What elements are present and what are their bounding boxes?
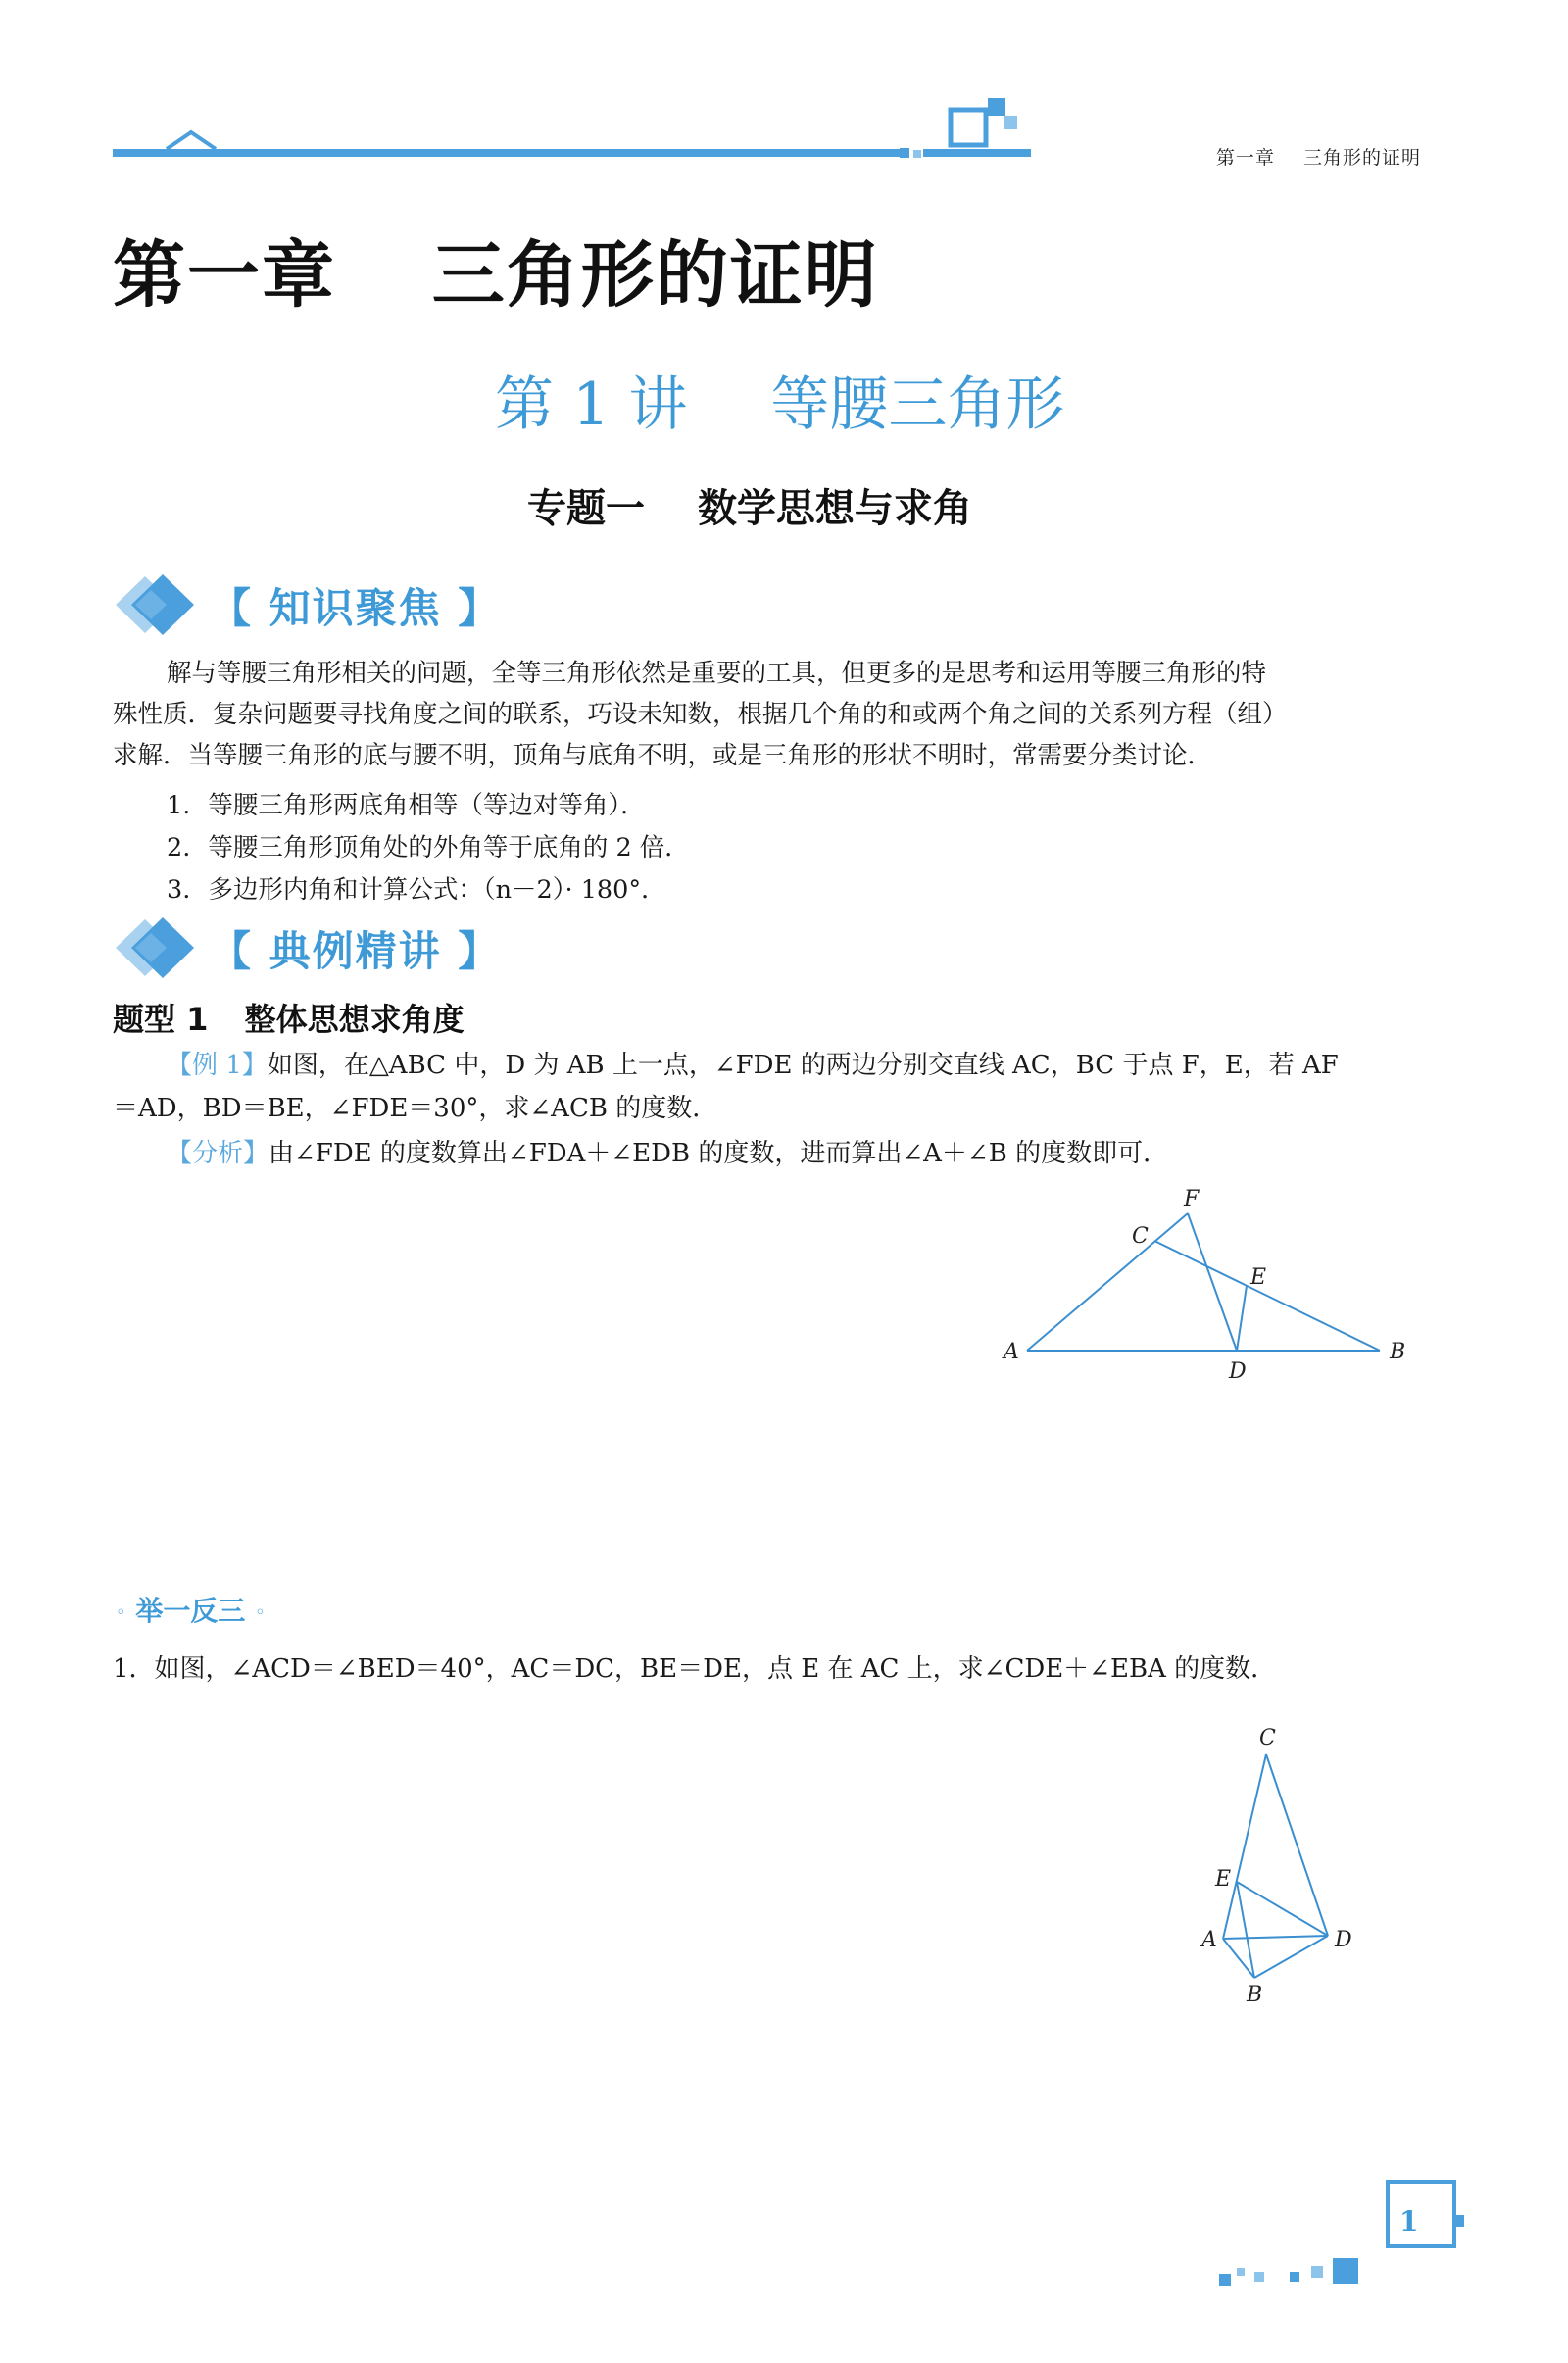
- topic-title: [527, 477, 972, 533]
- example1-analysis: [167, 1133, 1168, 1169]
- page-number: 1: [1399, 2205, 1419, 2238]
- lecture-number: 第 1 讲: [495, 370, 688, 439]
- segment-ED: [1237, 1882, 1328, 1936]
- lecture-name: 等腰三角形: [770, 370, 1065, 439]
- segment-AF: [1027, 1213, 1188, 1351]
- segment-AB: [1223, 1939, 1254, 1978]
- segment-EB: [1237, 1882, 1254, 1978]
- running-head-chapter: 第一章: [1215, 147, 1275, 169]
- point-label-F: F: [1184, 1187, 1200, 1211]
- point-label-B: B: [1247, 1983, 1263, 2007]
- point-number: 2.: [167, 833, 191, 862]
- practice-question-1: 1．如图，∠ACD＝∠BED＝40°，AC＝DC，BE＝DE，点 E 在 AC 上，求∠CDE＋∠EBA 的度数．: [113, 1654, 1277, 1684]
- knowledge-point: [167, 870, 666, 906]
- running-head-title: 三角形的证明: [1302, 147, 1421, 169]
- segment-CD: [1266, 1754, 1328, 1936]
- example1-statement: [167, 1045, 1339, 1081]
- analysis-text: 由∠FDE 的度数算出∠FDA＋∠EDB 的度数，进而算出∠A＋∠B 的度数即可．: [269, 1139, 1169, 1168]
- point-label-C: C: [1259, 1726, 1276, 1750]
- point-label-A: A: [1004, 1340, 1019, 1364]
- knowledge-heading-label: 【 知识聚焦 】: [210, 584, 502, 632]
- chapter-name: 三角形的证明: [431, 233, 879, 318]
- example-tag: 【例 1】: [167, 1051, 268, 1080]
- knowledge-point: [167, 828, 690, 863]
- practice-heading: [116, 1590, 266, 1629]
- paragraph-line: 求解．当等腰三角形的底与腰不明，顶角与底角不明，或是三角形的形状不明时，常需要分类讨论．: [113, 741, 1213, 770]
- segment-CA: [1223, 1754, 1266, 1939]
- knowledge-point: [167, 786, 646, 821]
- examples-heading-label: 【 典例精讲 】: [210, 927, 502, 975]
- example1-figure: [990, 1176, 1421, 1392]
- chapter-title: [113, 218, 879, 321]
- point-label-D: D: [1335, 1928, 1352, 1952]
- knowledge-paragraph: [113, 653, 1426, 776]
- example1-line1: 如图，在△ABC 中，D 为 AB 上一点，∠FDE 的两边分别交直线 AC，BC 于点 F，E，若 AF: [267, 1051, 1339, 1080]
- dot-icon: ◦: [255, 1602, 266, 1623]
- segment-FD: [1188, 1213, 1237, 1351]
- practice-figure: [1166, 1725, 1382, 2009]
- point-number: 3.: [167, 875, 191, 905]
- footer-decoration: [1196, 2166, 1490, 2313]
- lecture-title: [495, 358, 1064, 442]
- paragraph-line: 解与等腰三角形相关的问题，全等三角形依然是重要的工具，但更多的是思考和运用等腰三角形的特: [167, 659, 1267, 688]
- segment-AD: [1223, 1936, 1328, 1939]
- point-text: 等腰三角形两底角相等（等边对等角）．: [208, 791, 646, 820]
- diamond-icon: [116, 570, 210, 639]
- topic-name: 数学思想与求角: [697, 486, 972, 531]
- point-label-B: B: [1390, 1340, 1406, 1364]
- point-label-A: A: [1201, 1928, 1217, 1952]
- point-label-C: C: [1132, 1224, 1149, 1249]
- segment-DE: [1237, 1286, 1247, 1351]
- segment-CB: [1154, 1241, 1380, 1351]
- topic-number: 专题一: [527, 486, 645, 531]
- point-number: 1.: [167, 791, 191, 820]
- practice-heading-label: 举一反三: [135, 1595, 246, 1627]
- segment-BD: [1254, 1936, 1328, 1978]
- chapter-number: 第一章: [113, 233, 336, 318]
- dot-icon: ◦: [116, 1602, 126, 1623]
- type-number: 题型 1: [113, 1001, 209, 1038]
- point-text: 等腰三角形顶角处的外角等于底角的 2 倍．: [208, 833, 690, 862]
- examples-section-heading: [116, 913, 508, 982]
- example1-line2: ＝AD，BD＝BE，∠FDE＝30°，求∠ACB 的度数．: [113, 1094, 718, 1123]
- paragraph-line: 殊性质．复杂问题要寻找角度之间的联系，巧设未知数，根据几个角的和或两个角之间的关系列方程（组）: [113, 700, 1288, 729]
- analysis-tag: 【分析】: [167, 1139, 270, 1168]
- header-decoration: [0, 0, 1078, 176]
- point-text: 多边形内角和计算公式：（n－2）· 180°．: [208, 875, 666, 905]
- diamond-icon: [116, 913, 210, 982]
- point-label-E: E: [1215, 1867, 1232, 1892]
- knowledge-section-heading: [116, 570, 508, 639]
- question-type-title: [113, 995, 465, 1040]
- running-head: [1216, 143, 1421, 170]
- type-name: 整体思想求角度: [244, 1001, 465, 1038]
- point-label-D: D: [1229, 1359, 1247, 1384]
- point-label-E: E: [1250, 1265, 1267, 1290]
